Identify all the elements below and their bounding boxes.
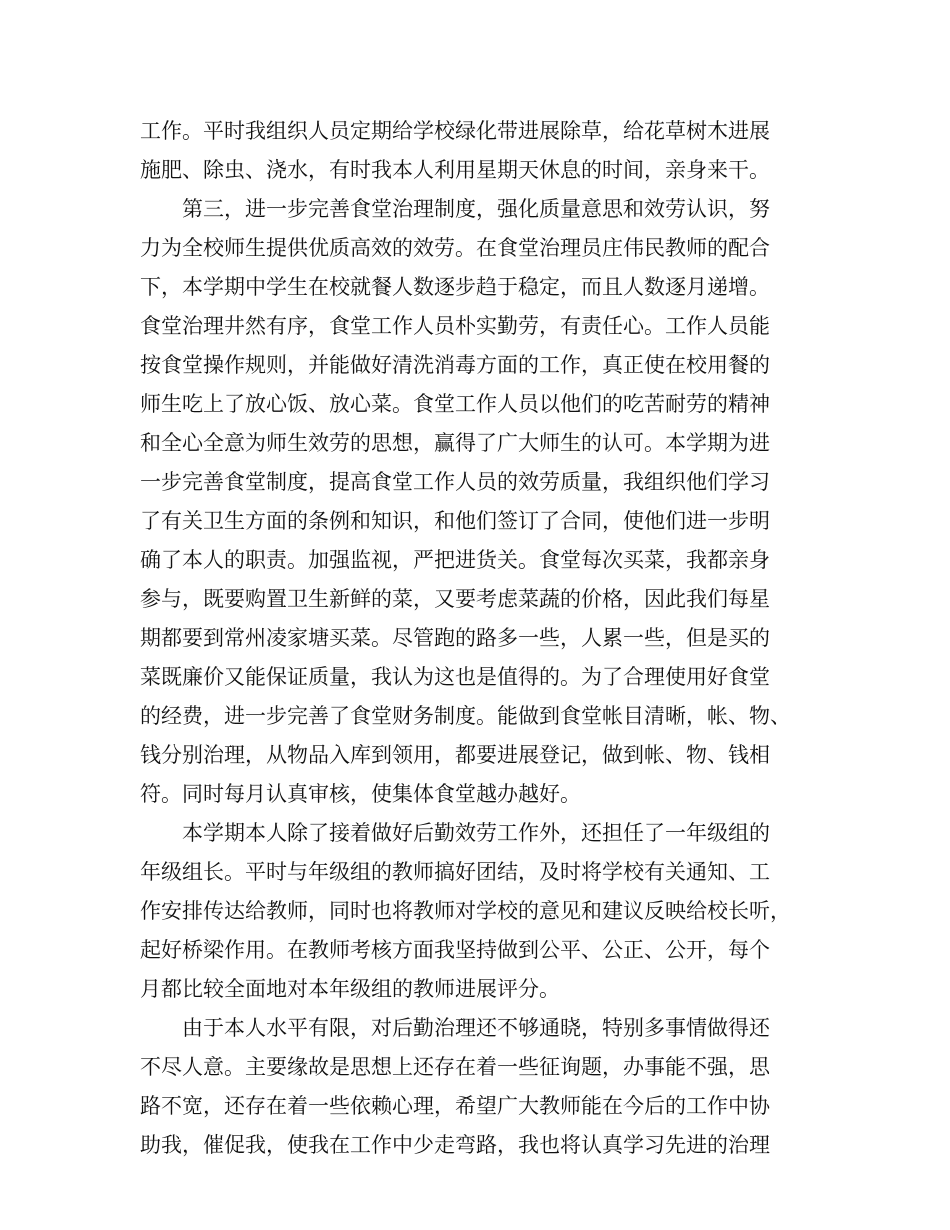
text-line: 本学期本人除了接着做好后勤效劳工作外，还担任了一年级组的 [182,821,770,845]
text-line: 助我，催促我，使我在工作中少走弯路，我也将认真学习先进的治理 [140,1133,770,1157]
text-line: 力为全校师生提供优质高效的效劳。在食堂治理员庄伟民教师的配合 [140,236,770,260]
text-line: 钱分别治理，从物品入库到领用，都要进展登记，做到帐、物、钱相 [140,743,770,767]
text-line: 确了本人的职责。加强监视，严把进货关。食堂每次买菜，我都亲身 [140,548,770,572]
text-line: 下，本学期中学生在校就餐人数逐步趋于稳定，而且人数逐月递增。 [140,275,770,299]
text-line: 不尽人意。主要缘故是思想上还存在着一些征询题，办事能不强，思 [140,1055,770,1079]
text-line: 作安排传达给教师，同时也将教师对学校的意见和建议反映给校长听， [140,899,791,923]
text-line: 按食堂操作规则，并能做好清洗消毒方面的工作，真正使在校用餐的 [140,353,770,377]
text-line: 第三，进一步完善食堂治理制度，强化质量意思和效劳认识，努 [182,197,770,221]
text-line: 年级组长。平时与年级组的教师搞好团结，及时将学校有关通知、工 [140,860,770,884]
text-line: 和全心全意为师生效劳的思想，赢得了广大师生的认可。本学期为进 [140,431,770,455]
document-body [140,112,830,1165]
text-line: 起好桥梁作用。在教师考核方面我坚持做到公平、公正、公开，每个 [140,938,770,962]
text-line: 师生吃上了放心饭、放心菜。食堂工作人员以他们的吃苦耐劳的精神 [140,392,770,416]
text-line: 施肥、除虫、浇水，有时我本人利用星期天休息的时间，亲身来干。 [140,158,770,182]
text-line: 参与，既要购置卫生新鲜的菜，又要考虑菜蔬的价格，因此我们每星 [140,587,770,611]
text-line: 工作。平时我组织人员定期给学校绿化带进展除草，给花草树木进展 [140,119,770,143]
text-line: 符。同时每月认真审核，使集体食堂越办越好。 [140,782,581,806]
text-line: 了有关卫生方面的条例和知识，和他们签订了合同，使他们进一步明 [140,509,770,533]
text-line: 路不宽，还存在着一些依赖心理，希望广大教师能在今后的工作中协 [140,1094,770,1118]
text-line: 的经费，进一步完善了食堂财务制度。能做到食堂帐目清晰，帐、物、 [140,704,791,728]
text-line: 月都比较全面地对本年级组的教师进展评分。 [140,977,560,1001]
text-line: 期都要到常州凌家塘买菜。尽管跑的路多一些，人累一些，但是买的 [140,626,770,650]
text-line: 食堂治理井然有序，食堂工作人员朴实勤劳，有责任心。工作人员能 [140,314,770,338]
text-line: 菜既廉价又能保证质量，我认为这也是值得的。为了合理使用好食堂 [140,665,770,689]
text-line: 由于本人水平有限，对后勤治理还不够通晓，特别多事情做得还 [182,1016,770,1040]
text-line: 一步完善食堂制度，提高食堂工作人员的效劳质量，我组织他们学习 [140,470,770,494]
